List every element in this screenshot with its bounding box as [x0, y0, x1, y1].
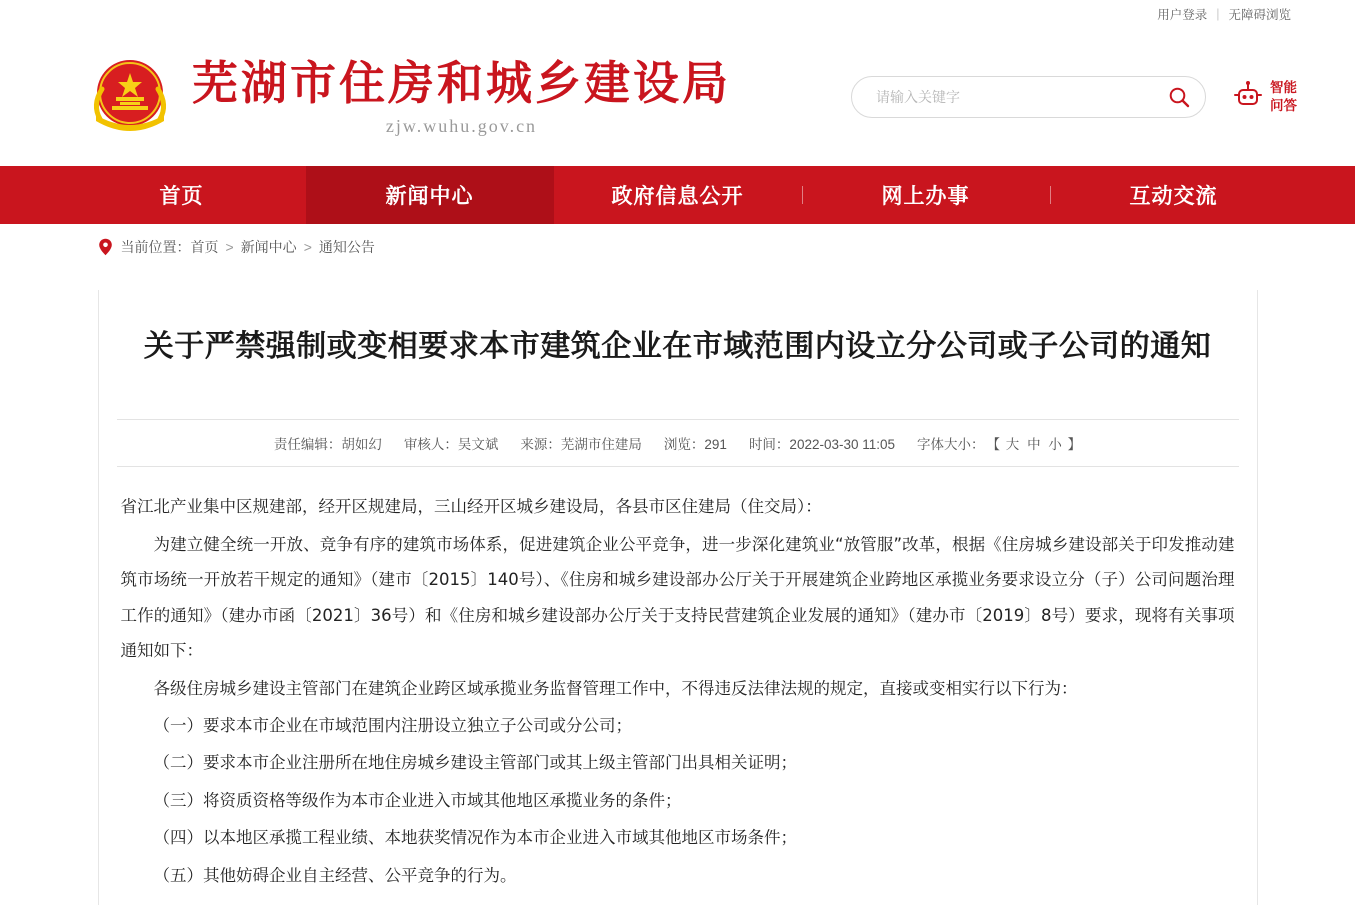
breadcrumb-item-news-center[interactable]: 新闻中心 [240, 239, 297, 255]
article-paragraph: 为建立健全统一开放、竞争有序的建筑市场体系，促进建筑企业公平竞争，进一步深化建筑业“放管服”改革，根据《住房城乡建设部关于印发推动建筑市场统一开放若干规定的通知》（建市〔2015〕140号）、《住房和城乡建设部办公厅关于开展建筑企业跨地区承揽业务要求设立分（子）公司问题治理工作的通知》（建办市函〔2021〕36号）和《住房和城乡建设部办公厅关于支持民营建筑企业发展的通知》（建办市〔2019〕8号）要求，现将有关事项通知如下： [120, 534, 1235, 661]
search-input[interactable] [874, 88, 1167, 106]
nav-item-home[interactable]: 首页 [159, 185, 204, 208]
article-paragraph: （三）将资质资格等级作为本市企业进入市域其他地区承揽业务的条件； [153, 790, 682, 810]
font-size-large-button[interactable]: 大 [1005, 437, 1020, 453]
meta-reviewer: 审核人：吴文斌 [403, 437, 499, 453]
breadcrumb [98, 224, 1258, 270]
meta-views: 浏览：291 [663, 437, 727, 453]
smart-qa-button[interactable] [1232, 79, 1297, 116]
breadcrumb-item-notice[interactable]: 通知公告 [318, 239, 375, 255]
font-size-bracket-right: 】 [1067, 437, 1082, 453]
article-container [98, 290, 1258, 905]
meta-source: 来源：芜湖市住建局 [520, 437, 642, 453]
page-title: 关于严禁强制或变相要求本市建筑企业在市域范围内设立分公司或子公司的通知 [143, 329, 1212, 365]
article-paragraph: 省江北产业集中区规建部，经开区规建局，三山经开区城乡建设局，各县市区住建局（住交局）： [120, 497, 822, 517]
location-pin-icon [98, 238, 113, 256]
nav-item-interaction[interactable]: 互动交流 [1050, 166, 1298, 224]
site-identity [192, 57, 731, 137]
smart-qa-label-line2: 问答 [1270, 98, 1297, 113]
font-size-small-button[interactable]: 小 [1048, 437, 1062, 453]
article-paragraph: （二）要求本市企业注册所在地住房城乡建设主管部门或其上级主管部门出具相关证明； [153, 753, 797, 773]
national-emblem-icon [82, 49, 178, 145]
article-body [117, 467, 1239, 893]
robot-icon [1232, 79, 1264, 116]
accessibility-link[interactable]: 无障碍浏览 [1228, 8, 1291, 22]
breadcrumb-label: 当前位置： [120, 239, 191, 255]
article-paragraph: （五）其他妨碍企业自主经营、公平竞争的行为。 [153, 865, 517, 885]
meta-time: 时间：2022-03-30 11:05 [748, 437, 896, 453]
font-size-medium-button[interactable]: 中 [1027, 437, 1041, 453]
article-paragraph: （一）要求本市企业在市域范围内注册设立独立子公司或分公司； [153, 716, 632, 735]
site-domain: zjw.wuhu.gov.cn [385, 115, 538, 136]
header-tools [851, 76, 1297, 118]
font-size-control [917, 433, 1081, 453]
nav-item-online-service[interactable]: 网上办事 [802, 166, 1050, 224]
search-icon[interactable] [1167, 85, 1191, 109]
user-login-link[interactable]: 用户登录 [1157, 8, 1208, 22]
topbar-separator: | [1216, 7, 1220, 21]
meta-editor: 责任编辑：胡如幻 [273, 437, 382, 453]
site-header [0, 28, 1355, 166]
site-title: 芜湖市住房和城乡建设局 [192, 56, 731, 111]
nav-item-gov-info-disclosure[interactable]: 政府信息公开 [611, 185, 744, 208]
breadcrumb-separator-1: > [225, 239, 234, 255]
nav-item-news-center[interactable]: 新闻中心 [306, 166, 554, 224]
breadcrumb-separator-2: > [303, 239, 312, 255]
smart-qa-label [1270, 79, 1297, 114]
main-nav [0, 166, 1355, 224]
search-box[interactable] [851, 76, 1206, 118]
smart-qa-label-line1: 智能 [1270, 80, 1297, 96]
article-meta [117, 420, 1239, 466]
article-paragraph: 各级住房城乡建设主管部门在建筑企业跨区域承揽业务监督管理工作中，不得违反法律法规的规定，直接或变相实行以下行为： [153, 678, 1078, 698]
font-size-bracket-left: 【 [986, 437, 1001, 453]
font-size-label: 字体大小： [917, 437, 985, 453]
article-paragraph: （四）以本地区承揽工程业绩、本地获奖情况作为本市企业进入市域其他地区市场条件； [153, 828, 797, 848]
breadcrumb-item-home[interactable]: 首页 [190, 239, 219, 255]
utility-bar [0, 0, 1355, 28]
